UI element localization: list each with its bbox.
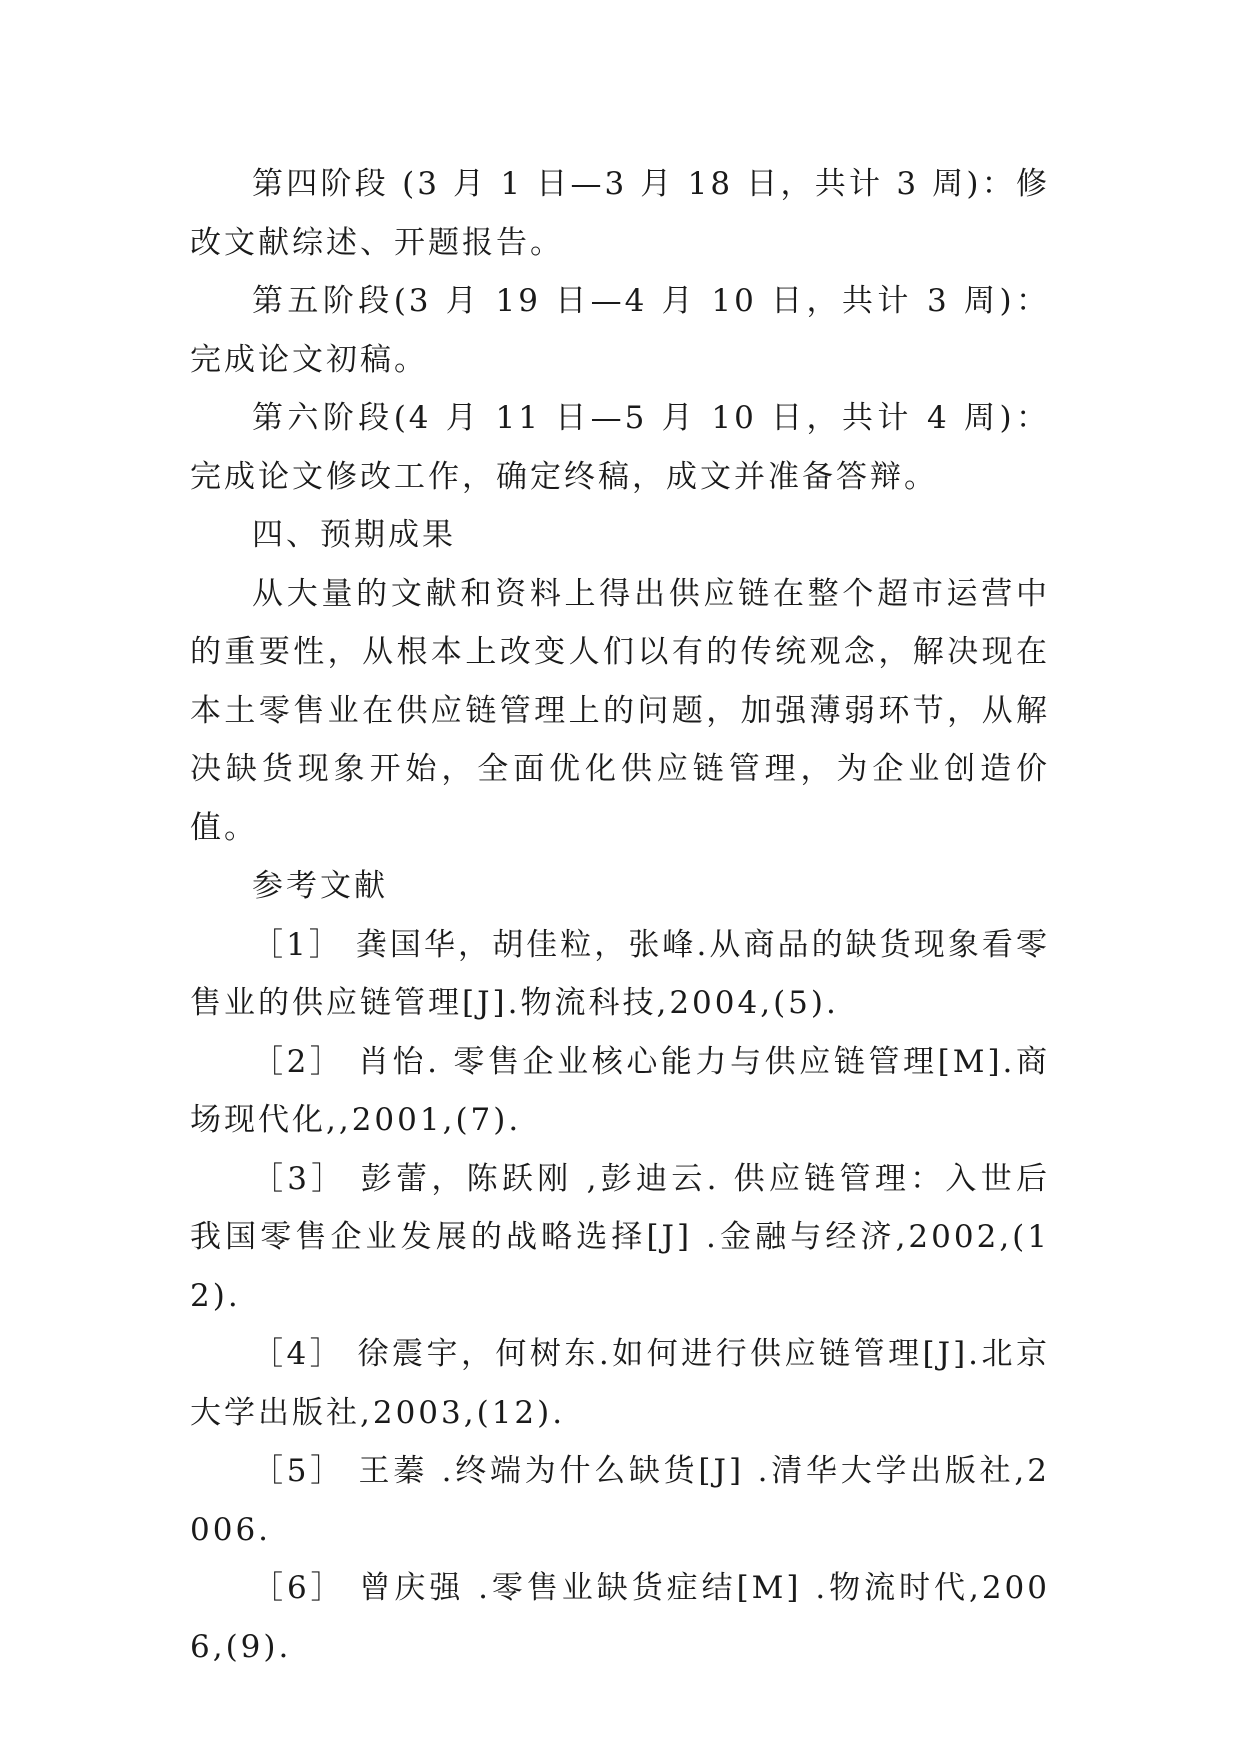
reference-item-2: ［2］ 肖怡. 零售企业核心能力与供应链管理[M].商场现代化,,2001,(7). (190, 1043, 1050, 1138)
section-heading-references: 参考文献 (252, 868, 388, 904)
reference-item-1: ［1］ 龚国华，胡佳粒，张峰.从商品的缺货现象看零售业的供应链管理[J].物流科技,2004,(5). (190, 926, 1050, 1021)
schedule-stage-4: 第四阶段 (3 月 1 日—3 月 18 日，共计 3 周)：修改文献综述、开题报告。 (190, 166, 1050, 261)
document-body (190, 155, 1050, 1676)
reference-item-6: ［6］ 曾庆强 .零售业缺货症结[M] .物流时代,2006,(9). (190, 1570, 1050, 1665)
expected-results-paragraph: 从大量的文献和资料上得出供应链在整个超市运营中的重要性，从根本上改变人们以有的传统观念，解决现在本土零售业在供应链管理上的问题，加强薄弱环节，从解决缺货现象开始，全面优化供应链管理，为企业创造价值。 (190, 575, 1050, 846)
reference-item-3: ［3］ 彭蕾，陈跃刚 ,彭迪云. 供应链管理：入世后我国零售企业发展的战略选择[J] .金融与经济,2002,(12). (190, 1160, 1050, 1314)
schedule-stage-6: 第六阶段(4 月 11 日—5 月 10 日，共计 4 周)：完成论文修改工作，确定终稿，成文并准备答辩。 (190, 400, 1050, 495)
section-heading-expected-results: 四、预期成果 (252, 517, 456, 553)
reference-item-5: ［5］ 王蓁 .终端为什么缺货[J] .清华大学出版社,2006. (190, 1453, 1050, 1548)
schedule-stage-5: 第五阶段(3 月 19 日—4 月 10 日，共计 3 周)：完成论文初稿。 (190, 283, 1050, 378)
reference-item-4: ［4］ 徐震宇，何树东.如何进行供应链管理[J].北京大学出版社,2003,(12). (190, 1336, 1050, 1431)
